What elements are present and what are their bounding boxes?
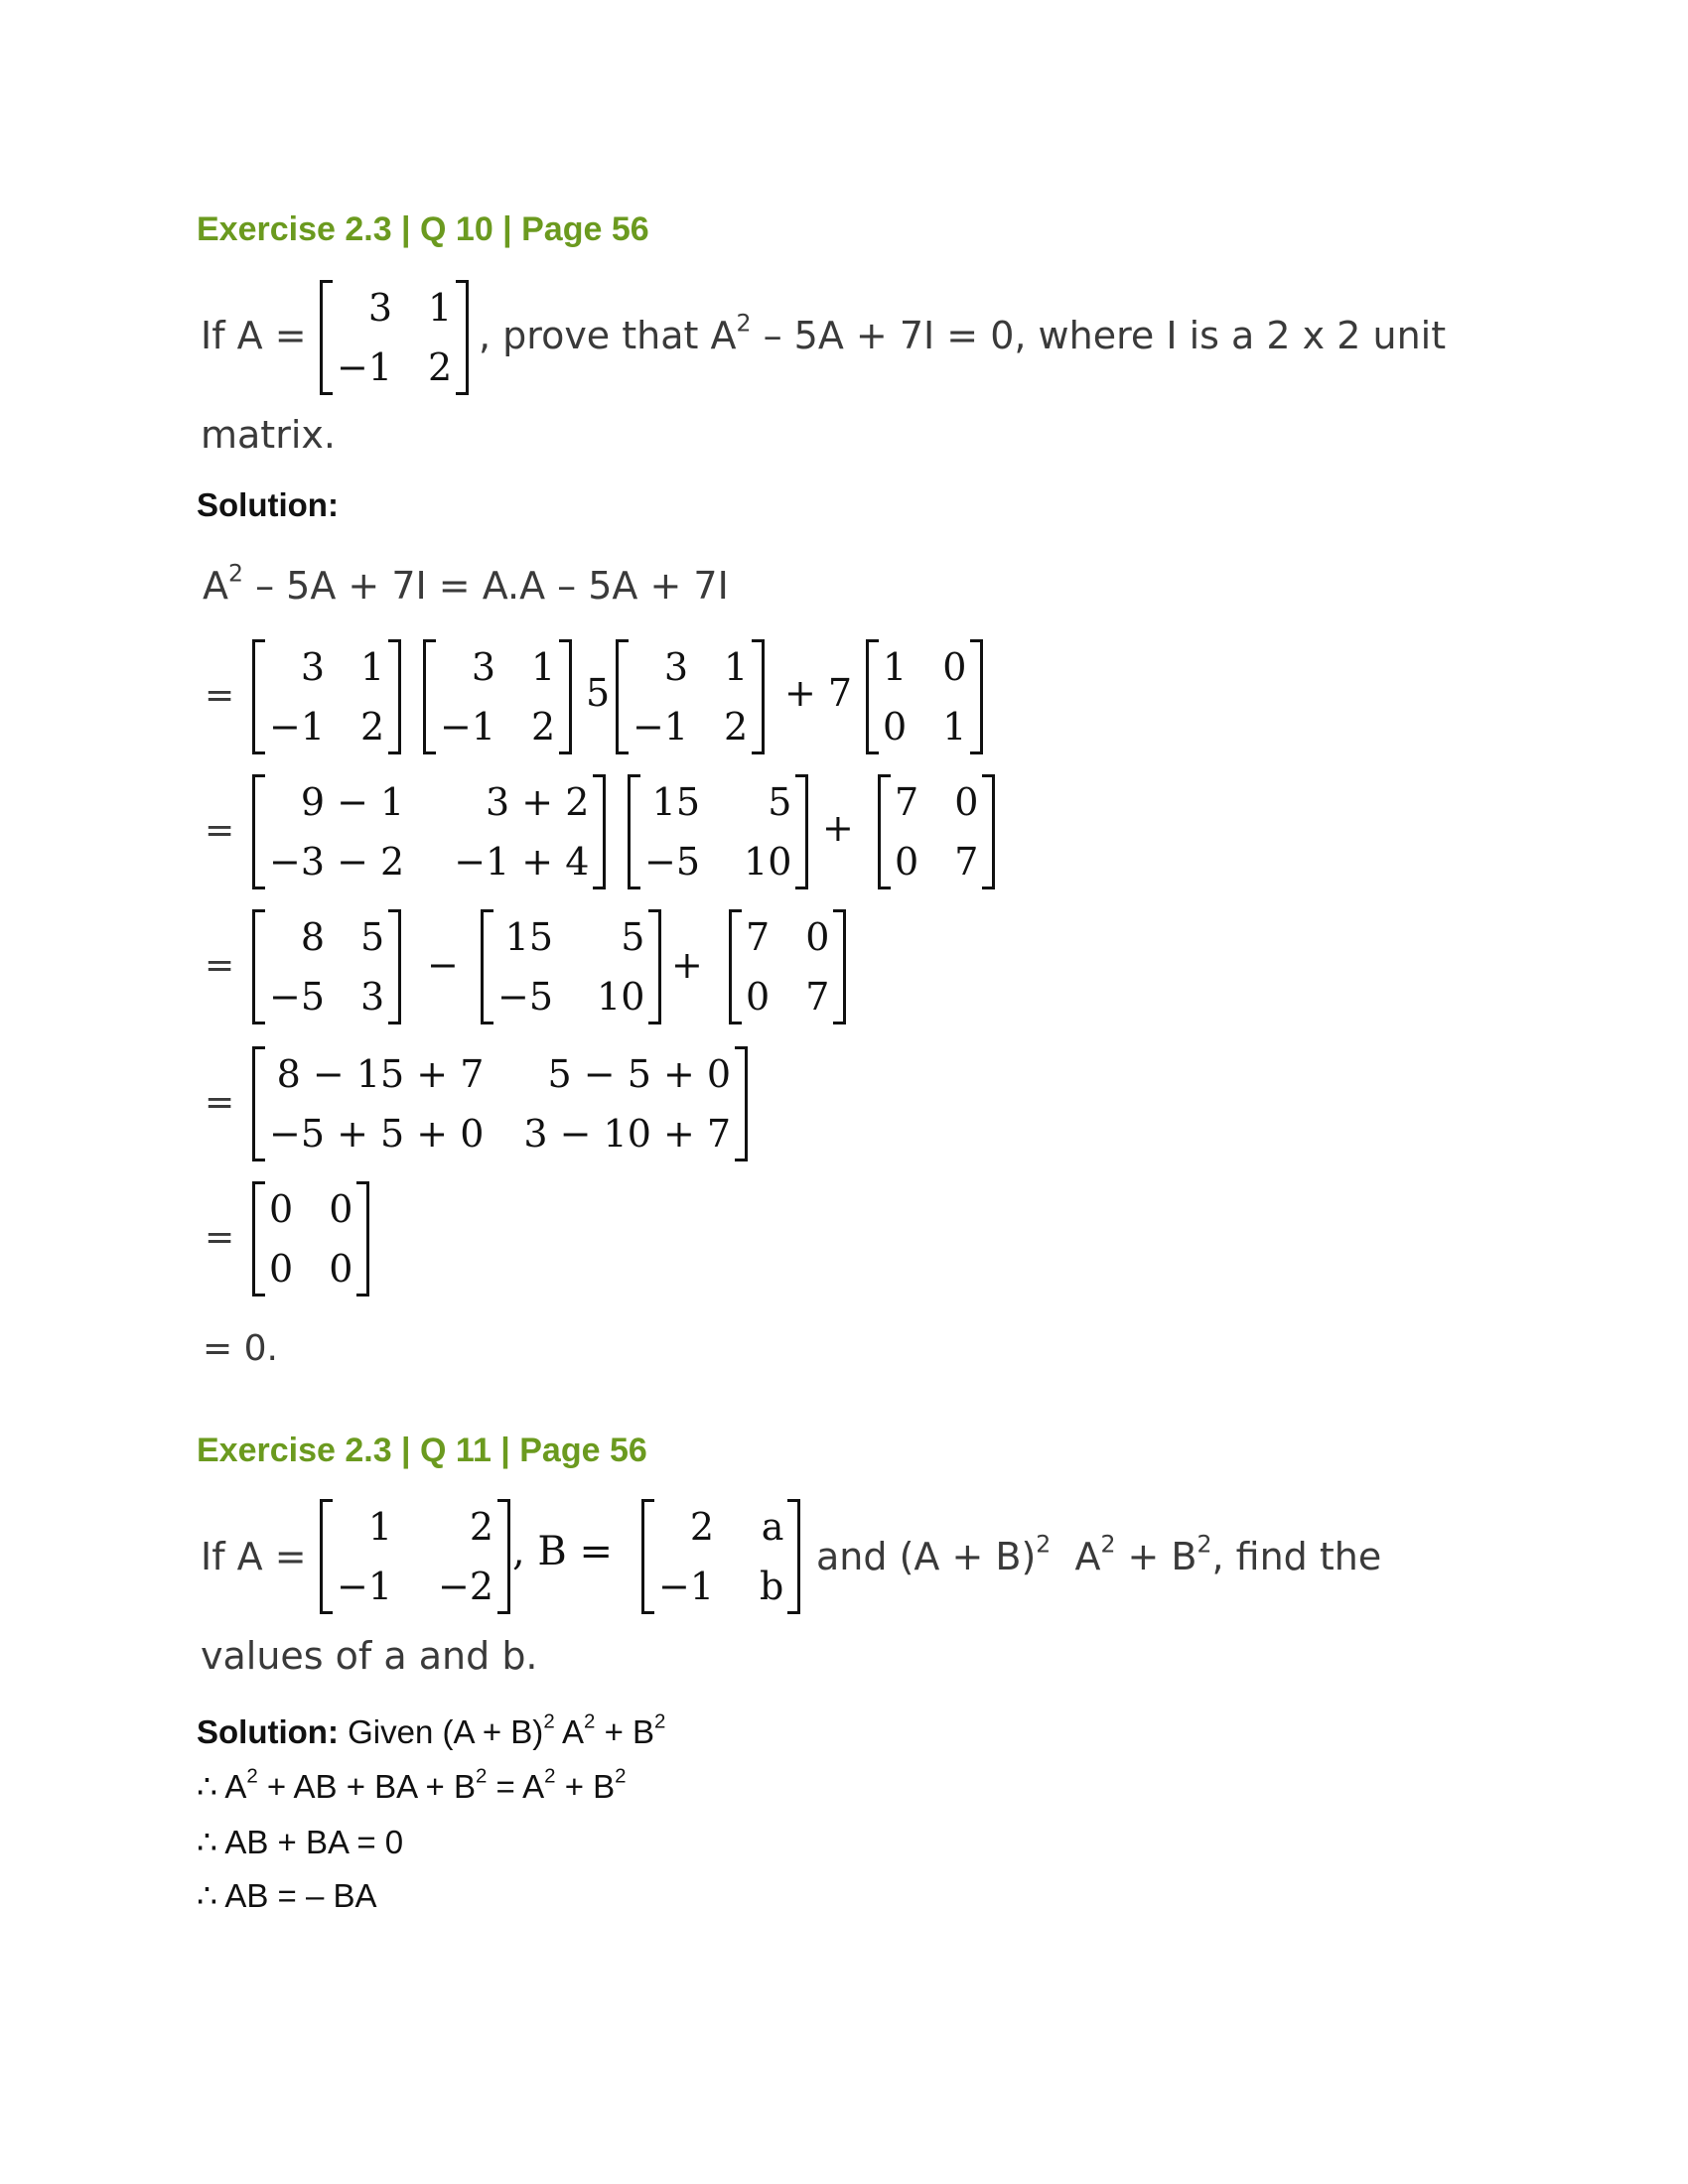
matrix-cell: −5 + 5 + 0 <box>269 1112 485 1156</box>
q10-statement: , prove that $A^2 - 5A + 7I = 0$, where I is a 2 x 2 unit <box>479 309 1447 357</box>
matrix-cell: 15 <box>651 780 701 824</box>
matrix-cell: 0 <box>895 840 919 884</box>
matrix-cell: 2 <box>531 705 556 749</box>
step3-plus: + <box>671 943 703 987</box>
step2-matrix-product <box>252 774 606 889</box>
q11-line3: ∴ AB + BA = 0 <box>197 1824 404 1860</box>
equals-sign: = <box>205 810 235 851</box>
matrix-cell: 9 − 1 <box>300 780 405 824</box>
matrix-cell: 5 − 5 + 0 <box>547 1052 732 1096</box>
matrix-cell: −1 <box>658 1565 715 1608</box>
matrix-cell: 7 <box>805 975 830 1019</box>
matrix-cell: 0 <box>329 1187 353 1231</box>
step2-matrix-7i <box>878 774 995 889</box>
matrix-cell: 5 <box>621 915 645 959</box>
matrix-cell: 1 <box>883 645 908 689</box>
matrix-cell: 2 <box>724 705 749 749</box>
matrix-cell: 0 <box>269 1247 294 1291</box>
step5-zero-matrix <box>252 1181 369 1297</box>
matrix-cell: 2 <box>360 705 385 749</box>
matrix-cell: 0 <box>269 1187 294 1231</box>
q10-statement-cont: matrix. <box>201 413 336 457</box>
q10-heading: Exercise 2.3 | Q 10 | Page 56 <box>197 210 649 248</box>
matrix-cell: 0 <box>805 915 830 959</box>
matrix-cell: −1 <box>269 705 326 749</box>
q11-line2: ∴ $A^2$ + AB + BA + $B^2 = A^2 + B^2$ <box>197 1764 627 1805</box>
matrix-cell: 0 <box>329 1247 353 1291</box>
step1-matrix-a1 <box>252 639 401 754</box>
matrix-cell: 0 <box>883 705 908 749</box>
step1-matrix-a2 <box>423 639 572 754</box>
matrix-cell: 1 <box>360 645 385 689</box>
q11-line4: ∴ AB = – BA <box>197 1877 377 1914</box>
matrix-cell: 3 + 2 <box>486 780 590 824</box>
matrix-cell: 3 <box>367 286 393 330</box>
step4-matrix-sum <box>252 1046 748 1161</box>
matrix-cell: −2 <box>438 1565 494 1608</box>
step1-five: 5 <box>586 671 611 715</box>
matrix-cell: 7 <box>746 915 771 959</box>
q10-final-result: = 0. <box>203 1328 278 1369</box>
matrix-cell: 5 <box>768 780 792 824</box>
matrix-cell: 2 <box>469 1505 494 1549</box>
q11-solution-given: Solution: Given $(A + B)^2$ $A^2 + B^2$ <box>197 1709 666 1750</box>
step1-matrix-i <box>866 639 983 754</box>
matrix-cell: 7 <box>954 840 979 884</box>
matrix-cell: 1 <box>724 645 749 689</box>
matrix-cell: 2 <box>689 1505 715 1549</box>
q10-if-a: If A = <box>201 314 307 357</box>
step1-matrix-a3 <box>616 639 765 754</box>
matrix-cell: 3 <box>663 645 689 689</box>
matrix-cell: −1 <box>337 1565 393 1608</box>
matrix-cell: 15 <box>504 915 554 959</box>
q11-comma-b: , B = <box>512 1529 614 1574</box>
step3-minus: − <box>427 943 459 987</box>
matrix-cell: 3 <box>300 645 326 689</box>
matrix-cell: 3 <box>471 645 496 689</box>
step2-matrix-5a <box>628 774 808 889</box>
q11-heading: Exercise 2.3 | Q 11 | Page 56 <box>197 1432 647 1469</box>
matrix-cell: 0 <box>954 780 979 824</box>
q11-if-a: If A = <box>201 1535 307 1578</box>
matrix-cell: −3 − 2 <box>269 840 405 884</box>
matrix-cell: a <box>761 1505 784 1549</box>
matrix-cell: −1 <box>440 705 496 749</box>
matrix-cell: 10 <box>744 840 792 884</box>
matrix-cell: −5 <box>644 840 701 884</box>
matrix-cell: −1 <box>337 345 393 389</box>
matrix-cell: 8 − 15 + 7 <box>276 1052 485 1096</box>
matrix-cell: 0 <box>746 975 771 1019</box>
step3-matrix-7i <box>729 909 846 1024</box>
step1-plus7: + 7 <box>784 671 853 715</box>
step3-matrix-5a <box>481 909 661 1024</box>
step2-plus: + <box>822 806 854 850</box>
matrix-cell: 1 <box>428 286 453 330</box>
matrix-cell: 10 <box>597 975 645 1019</box>
equals-sign: = <box>205 945 235 986</box>
matrix-cell: 7 <box>895 780 919 824</box>
q10-solution-label: Solution: <box>197 486 339 523</box>
equals-sign: = <box>205 1082 235 1123</box>
equals-sign: = <box>205 1217 235 1258</box>
equals-sign: = <box>205 675 235 716</box>
matrix-cell: 1 <box>531 645 556 689</box>
matrix-cell: 5 <box>360 915 385 959</box>
step3-matrix-a2 <box>252 909 401 1024</box>
matrix-cell: b <box>760 1565 784 1608</box>
matrix-cell: −1 + 4 <box>454 840 590 884</box>
q11-matrix-b <box>641 1499 800 1614</box>
q10-line1: $A^2 - 5A + 7I = A.A - 5A + 7I$ <box>203 559 729 608</box>
matrix-cell: −1 <box>633 705 689 749</box>
matrix-cell: 1 <box>942 705 967 749</box>
matrix-cell: 1 <box>367 1505 393 1549</box>
q11-matrix-a <box>320 1499 510 1614</box>
q11-statement: and $(A + B)^2$ $A^2 + B^2$, find the <box>816 1530 1382 1578</box>
matrix-cell: 3 <box>360 975 385 1019</box>
matrix-cell: −5 <box>269 975 326 1019</box>
matrix-cell: 2 <box>428 345 453 389</box>
q10-matrix-a <box>320 280 469 395</box>
matrix-cell: 0 <box>942 645 967 689</box>
matrix-cell: −5 <box>497 975 554 1019</box>
q11-statement-cont: values of a and b. <box>201 1634 538 1678</box>
matrix-cell: 3 − 10 + 7 <box>523 1112 732 1156</box>
matrix-cell: 8 <box>300 915 326 959</box>
